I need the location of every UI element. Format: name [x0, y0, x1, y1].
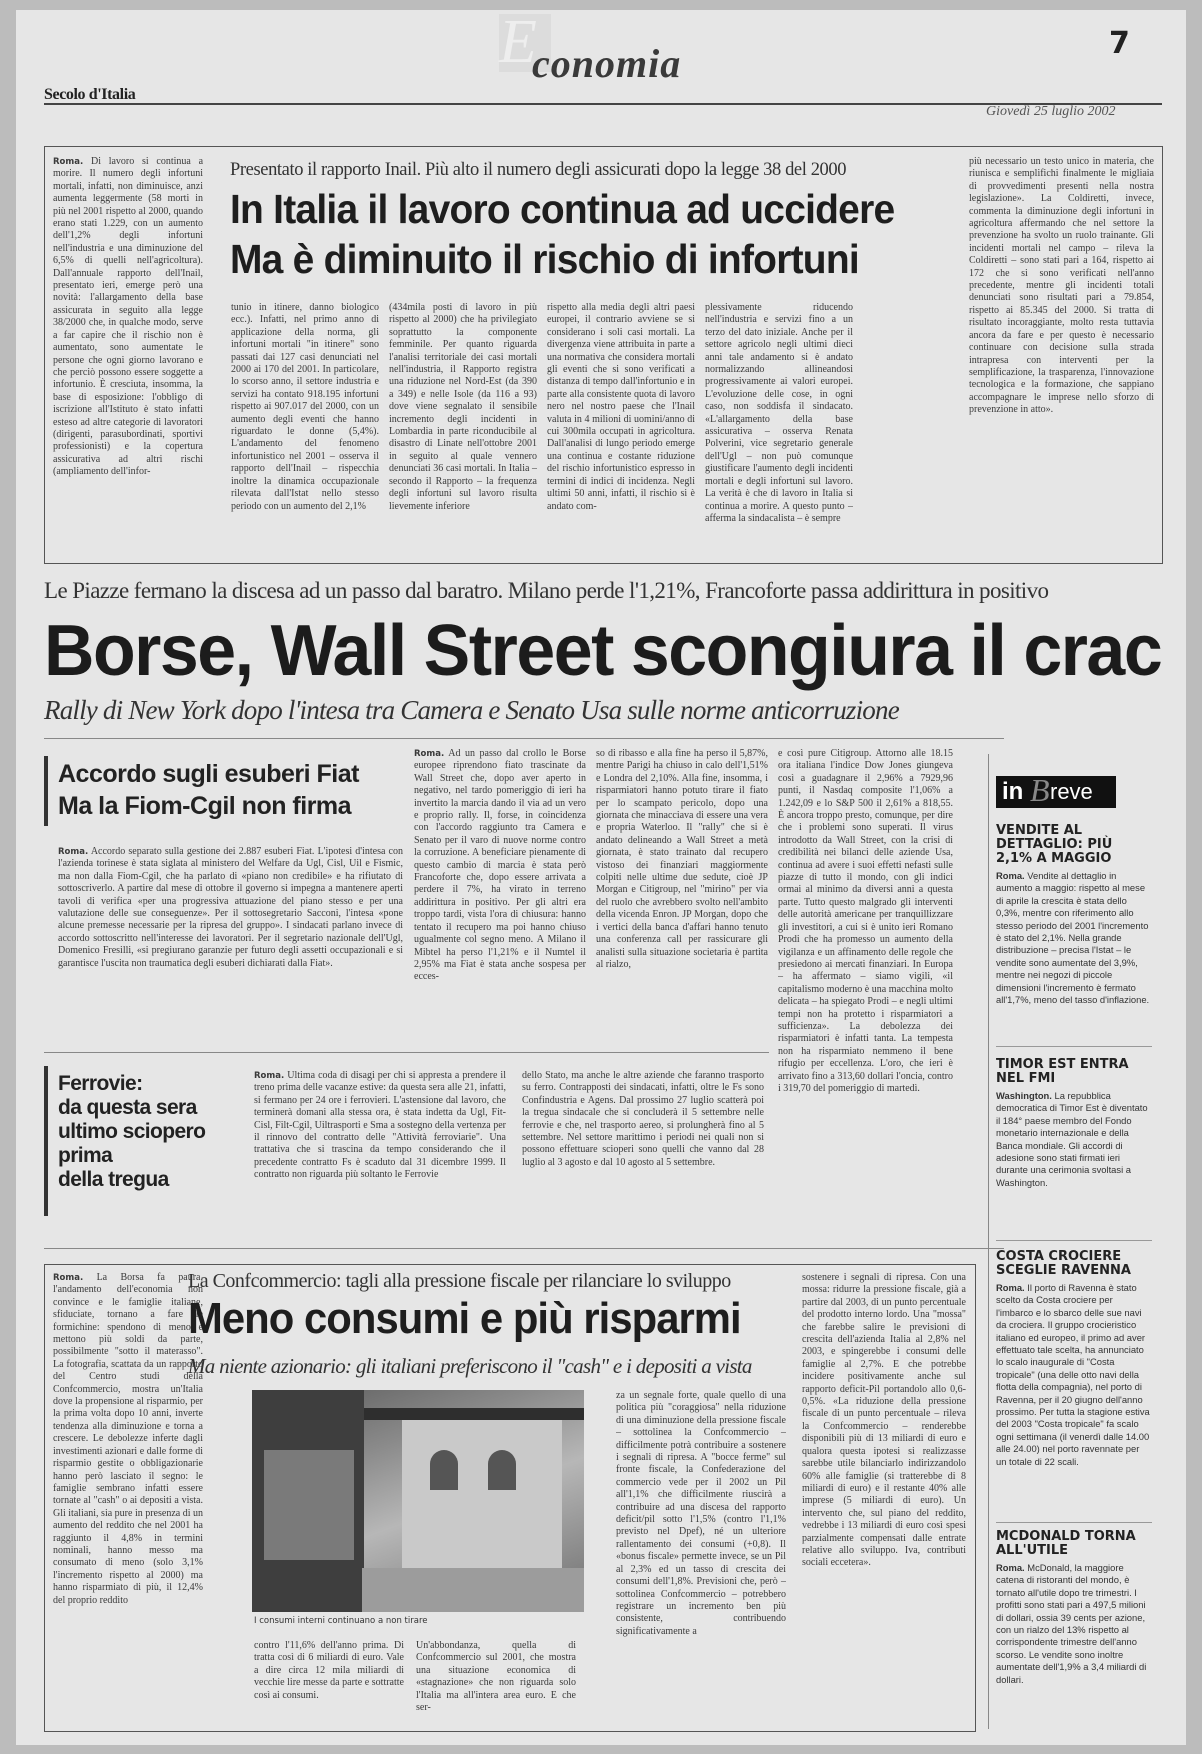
ferrovie-col-2: dello Stato, ma anche le altre aziende che faranno trasporto su ferro. Contrapposti dei sindacati, infatti, oltre le Fs sono Confindustria e Agens. Dal prossimo 27 luglio scatterà poi la tregua sindacale che si concluderà il 5 settembre nelle ferrovie e che, nel trasporto aereo, si prolungherà fino al 5 settembre. Nel settore marittimo i periodi nei quali non si possono effettuare scioperi sono quelli che vanno dal 28 luglio al 3 agosto e dal 10 agosto al 5 settembre.: [522, 1070, 764, 1168]
brief-item: [996, 1058, 1152, 1233]
ferrovie-col-1: [254, 1070, 506, 1220]
consumi-col-2: contro l'11,6% dell'anno prima. Di tratta così di 6 miliardi di euro. Vale a dire circa 12 mila miliardi di vecchie lire messe da parte e sottratte così ai consumi.: [254, 1640, 404, 1701]
borse-subhead: Rally di New York dopo l'intesa tra Camera e Senato Usa sulle norme anticorruzione: [44, 695, 899, 725]
brief-text: [996, 1562, 1152, 1686]
page-number: 7: [1109, 26, 1130, 61]
brief-body: La repubblica democratica di Timor Est è diventato il 184° paese membro del Fondo monetario internazionale e della Banca mondiale. Gli accordi di adesione sono stati firmati ieri durante una cerimonia svoltasi a Washington.: [996, 1090, 1148, 1188]
brief-body: Il porto di Ravenna è stato scelto da Costa crociere per l'imbarco e lo sbarco delle sue navi da crociera. Il gruppo crocieristico italiano ed europeo, il primo ad aver effettuato tale scelta, ha annunciato lo scalo inaugurale di "Costa tropicale" (una delle otto navi della flotta della compagnia), nel porto di Ravenna, per il 20 giugno dell'anno prossimo. Per tutta la stagione estiva del 2003 "Costa tropicale" fa scalo ogni settimana (il venerdì dalle 14.00 alle 24.00) nel porto ravennate per un totale di 22 scali.: [996, 1282, 1150, 1467]
borse-kicker: Le Piazze fermano la discesa ad un passo dal baratro. Milano perde l'1,21%, Francoforte passa addirittura in positivo: [44, 578, 1049, 603]
consumi-headline: Meno consumi e più risparmi: [188, 1294, 741, 1343]
ferrovie-headline-line: da questa sera: [58, 1096, 197, 1119]
ferrovie-headline-line: prima: [58, 1144, 113, 1167]
dateline: Washington.: [996, 1090, 1052, 1101]
fiat-headline-1: Accordo sugli esuberi Fiat: [58, 760, 359, 788]
inail-col-5: plessivamente riducendo nell'industria e servizi fino a un terzo del dato iniziale. Anche per il settore agricolo negli ultimi dieci anni tale andamento si è andato normalizzando allineandosi progressivamente ai valori europei. L'evoluzione delle cose, in ogni caso, non soddisfa il sindacato. «L'allargamento della base assicurativa – osserva Renata Polverini, vice segretario generale dell'Ugl – non può comunque giustificare l'aumento degli incidenti mortali e degli infortuni sul lavoro. La verità è che di lavoro in Italia si continua a morire. A questo punto – afferma la sindacalista – è sempre: [705, 302, 853, 524]
inail-kicker: Presentato il rapporto Inail. Più alto il numero degli assicurati dopo la legge 38 del 2000: [230, 160, 847, 180]
brief-body: Vendite al dettaglio in aumento a maggio: rispetto al mese di aprile la crescita è stata dello 0,3%, mentre con riferimento allo stesso periodo del 2001 l'incremento è stato del 2,1%. Nella grande distribuzione – precisa l'Istat – le vendite sono aumentate del 3,9%, mentre nei negozi di piccole dimensioni l'incremento è fermato all'1,7%, meno del tasso d'inflazione.: [996, 870, 1150, 1006]
dateline: Roma.: [996, 1282, 1025, 1293]
ferrovie-rule: [44, 1248, 1004, 1249]
ferrovie-headline-line: ultimo sciopero: [58, 1120, 206, 1143]
inail-text-1: Di lavoro si continua a morire. Il numero degli infortuni mortali, infatti, non diminuisce, anzi aumenta leggermente (58 morti in più nel 2001 rispetto al 2000, quando erano stati 1.229, con un aumento dell'1,2% degli infortuni nell'industria e una diminuzione del 6,5% di quelli nell'agricoltura). Dall'annuale rapporto dell'Inail, presentato ieri, emerge però una novità: l'allargamento della base assicurata in seguito alla legge 38/2000 che, in qualche modo, serve a far capire che il rischio non è aumentato, sono aumentate le persone che ogni giorno lavorano e che perciò possono essere soggette a infortunio. È cresciuta, insomma, la base di esposizione: l'obbligo di iscrizione all'Istituto è stato infatti esteso ad altre categorie di lavoratori (dirigenti, parasubordinati, sportivi professionisti) e la copertura assicurativa ad altri rischi (ampliamento dell'infor-: [53, 156, 203, 478]
brief-title: MCDONALD TORNA ALL'UTILE: [996, 1530, 1136, 1558]
inbreve-logo: [996, 772, 1116, 808]
fiat-headline-2: Ma la Fiom-Cgil non firma: [58, 792, 352, 820]
dateline: Roma.: [996, 1562, 1025, 1573]
brief-title: COSTA CROCIERE SCEGLIE RAVENNA: [996, 1250, 1131, 1278]
brief-rule: [996, 1240, 1152, 1241]
photo-arch: [488, 1450, 516, 1490]
issue-date: Giovedì 25 luglio 2002: [986, 104, 1116, 119]
consumi-col-5: [802, 1272, 966, 1724]
inail-col-4: rispetto alla media degli altri paesi europei, il contrario avviene se si considerano i soli casi mortali. La divergenza viene attribuita in parte a una normativa che considera mortali gli eventi che si sono verificati a distanza di tempo dall'infortunio e in parte alla consistente quota di lavoro nero nel nostro paese che l'Inail valuta in 4 milioni di uomini/anno di cui 300mila occupati in agricoltura. Dall'analisi di lungo periodo emerge una continua e costante riduzione del rischio infortunistico espresso in termini di indici di incidenza. Negli ultimi 50 anni, infatti, il rischio si è andato com-: [547, 302, 695, 512]
brief-title: VENDITE AL DETTAGLIO: PIÙ 2,1% A MAGGIO: [996, 824, 1113, 866]
borse-col-2: so di ribasso e alla fine ha perso il 5,87%, mentre Parigi ha chiuso in calo dell'1,51% e Londra del 2,10%. Alla fine, insomma, i risparmiatori hanno potuto tirare il fiato per lo scampato pericolo, dopo una giornata che minacciava di essere una vera e propria Waterloo. Il "rally" che si è andato delineando a Wall Street a metà giornata, è stato trainato dal recupero vistoso dei finanziari maggiormente colpiti nelle ultime due sedute, cioè JP Morgan e Citigroup, nel "mirino" per via del ruolo che avrebbero svolto nell'ambito della vicenda Enron. JP Morgan, dopo che i vertici della banca d'affari hanno tenuto una conferenza call per rassicurare gli analisti sulla situazione societaria è partita al rialzo,: [596, 748, 768, 970]
dateline: Roma.: [53, 157, 84, 167]
brief-item: [996, 824, 1152, 1039]
brief-rule: [996, 1522, 1152, 1523]
newspaper-page: [16, 10, 1186, 1745]
photo-street: [362, 1568, 584, 1612]
newspaper-name: Secolo d'Italia: [44, 86, 136, 103]
brief-body: McDonald, la maggiore catena di ristoranti del mondo, è tornato all'utile dopo tre trimestri. I profitti sono stati pari a 497,5 milioni di dollari, ossia 39 cents per azione, con un rialzo del 13% rispetto al corrispondente trimestre dell'anno scorso. Le vendite sono inoltre aumentate dell'1,9% a 3,4 miliardi di dollari.: [996, 1562, 1147, 1685]
inail-col-3: (434mila posti di lavoro in più rispetto al 2000) che ha privilegiato soprattutto la componente femminile. Per quanto riguarda l'analisi territoriale dei casi mortali nell'industria, il Rapporto registra una riduzione nel Nord-Est (da 390 a 349) e nelle Isole (da 116 a 93) dove viene segnalato il sensibile incremento degli incidenti in Lombardia in parte riconducibile al disastro di Linate nell'ottobre 2001 in seguito al quale vennero denunciati 36 casi mortali. In Italia – secondo il Rapporto – la frequenza degli infortuni sul lavoro risulta lievemente inferiore: [389, 302, 537, 512]
photo-arch: [430, 1450, 458, 1490]
consumi-col-3: Un'abbondanza, quella di Confcommercio sul 2001, che mostra una situazione economica di «stagnazione» che non riguarda solo l'Italia ma all'intera area euro. E che ser-: [416, 1640, 576, 1714]
inail-col-6: più necessario un testo unico in materia, che riunisca e semplifichi finalmente le migliaia di provvedimenti presenti nella nostra legislazione». La Coldiretti, invece, commenta la diminuzione degli infortuni in agricoltura affermando che nel settore la prevenzione ha svolto un ruolo trainante. Gli incidenti mortali nel campo – rileva la Coldiretti – sono stati pari a 164, rispetto ai 172 che si sono verificati nell'anno precedente, mentre gli incidenti totali denunciati sono risultati pari a 79.854, rispetto ai 85.345 del 2000. Si tratta di risultato incoraggiante, molto resta tuttavia ancora da fare e per questo è necessario continuare con decisione sulla strada intrapresa con interventi per la semplificazione, la trasparenza, l'innovazione tecnologica e la formazione, che sappiano accompagnare le imprese nello sforzo di prevenzione in atto».: [969, 156, 1154, 416]
brief-item: [996, 1250, 1152, 1518]
inbreve-logo-rest: reve: [1050, 779, 1093, 804]
brief-text: [996, 1090, 1152, 1189]
brief-text: [996, 1282, 1152, 1468]
fiat-body: [58, 846, 403, 1046]
brief-text: [996, 870, 1152, 1006]
inail-headline-1: In Italia il lavoro continua ad uccidere: [230, 186, 895, 232]
sidebar-divider: [988, 754, 989, 1729]
section-title: conomia: [532, 41, 682, 86]
photo-shelves: [264, 1450, 354, 1560]
ferrovie-bar: [44, 1066, 48, 1216]
inbreve-logo-prefix: in: [1002, 778, 1024, 805]
borse-text-1: Ad un passo dal crollo le Borse europee riprendono fiato trascinate da Wall Street che, dopo aver aperto in negativo, nel tardo pomeriggio di ieri ha invertito la marcia dando il via ad un vero e proprio rally. Il, forse, in coincidenza con l'accordo raggiunto tra Camera e Senato per il varo di nuove norme contro la corruzione. A beneficiare pienamente di questo cambio di marcia è stata però Francoforte che, dopo essere arrivata a perdere il 7%, ha virato in terreno addirittura in positivo. Per gli altri era troppo tardi, vista l'ora di chiusura: hanno tentato il recupero ma poi hanno chiuso ugualmente col segno meno. A Milano il Mibtel ha perso l'1,21% e il Numtel il 2,95% ma Fiat è stata anche sospesa per ecces-: [414, 748, 586, 983]
fiat-bar: [44, 756, 48, 826]
borse-headline: Borse, Wall Street scongiura il crac: [44, 611, 1162, 691]
inail-headline-2: Ma è diminuito il rischio di infortuni: [230, 236, 859, 282]
dateline: Roma.: [996, 870, 1025, 881]
shop-photo: [252, 1390, 584, 1612]
borse-col-1: [414, 748, 586, 1038]
dateline: Roma.: [58, 847, 89, 857]
consumi-col-4: za un segnale forte, quale quello di una politica più "coraggiosa" nella riduzione di una diminuzione della pressione fiscale – sottolinea la Confcommercio – difficilmente potrà contribuire a sostenere i segnali di ripresa. A "bocce ferme" sul fronte fiscale, la Confederazione del commercio vede per il 2002 un Pil all'1,1% che difficilmente riuscirà a contribuire ad una discesa del rapporto deficit/pil sotto l'1,5% (contro l'1,1% previsto nel Dpef), né un ulteriore rallentamento dei consumi (+0,8). Il «bonus fiscale» permette invece, se un Pil al 2,3% ed un tasso di crescita dei consumi dell'1,8%. Previsioni che, però – sottolinea Confcommercio – potrebbero registrare un incremento ben più consistente, contribuendo significativamente a: [616, 1390, 786, 1637]
section-initial: E: [499, 10, 537, 76]
photo-caption: I consumi interni continuano a non tirare: [254, 1616, 428, 1626]
ferrovie-headline-line: Ferrovie:: [58, 1072, 143, 1095]
dateline: Roma.: [414, 749, 445, 759]
fiat-text: Accordo separato sulla gestione dei 2.887 esuberi Fiat. L'ipotesi d'intesa con l'azienda torinese è stata siglata al ministero del Welfare da Ugl, Cisl, Uil e Fismic, ma non dalla Fiom-Cgil, che ha parlato di «piano non credibile» e ha rifiutato di sottoscriverlo. A partire dal mese di ottobre il governo si impegna a mantenere aperti tavoli di verifica «per una progressiva attuazione del piano stesso e per una valutazione delle sue conseguenze». Per il sottosegretario Sacconi, l'intesa «pone alcune premesse necessarie per la ripresa del gruppo». I sindacati parlano invece di accordo sottoscritto nell'interesse dei lavoratori. Per il segretario nazionale dell'Ugl, Domenico Fresilli, «si pregiurano garanzie per futuro degli assetti occupazionali e si garantisce l'uscita non traumatica degli esuberi dichiarati dalla Fiat».: [58, 846, 403, 969]
inbreve-logo-initial: B: [1030, 772, 1050, 808]
consumi-kicker: La Confcommercio: tagli alla pressione fiscale per rilanciare lo sviluppo: [188, 1270, 731, 1292]
brief-rule: [996, 1046, 1152, 1047]
consumi-text-1: La Borsa fa paura, l'andamento dell'economia non convince e le famiglie italiane, sfiduciate, tornano a fare le formichine: spendono di meno e mettono più soldi da parte, possibilmente "sotto il materasso". La fotografia, scattata da un rapporto del Centro studi della Confcommercio, mostra un'Italia dove la propensione al risparmio, per la prima volta dopo 10 anni, inverte tendenza alla diminuzione e torna a crescere. Le debolezze inferte dagli investimenti azionari e dalle forme di risparmio gestite o obbligazionarie hanno però lasciato il segno: le famiglie sembrano infatti essere tornate al "cash" o ai depositi a vista. Gli italiani, sia pure in presenza di un aumento del reddito che nel 2001 ha raggiunto il 4,8% in termini nominali, hanno messo ma consumato di meno (solo 3,1% l'incremento rispetto al 2000) ma hanno risparmiato di più, il 12,4% del proprio reddito: [53, 1272, 203, 1606]
photo-awning: [364, 1408, 584, 1420]
dateline: Roma.: [254, 1071, 285, 1081]
inail-col-1: [53, 156, 203, 556]
ferrovie-text-1: Ultima coda di disagi per chi si appresta a prendere il treno prima delle vacanze estive: da questa sera alle 21, infatti, si fermano per 24 ore i ferrovieri. L'astensione dal lavoro, che terminerà domani alla stessa ora, è stata indetta da Ugl, Fit-Cisl, Filt-Cgil, Uiltrasporti e Sma a sostegno della vertenza per il rinnovo del contratto delle "Attività ferroviarie". Una trattativa che si trascina da tempo considerando che il precedente contratto Fs è scaduto dal 31 dicembre 1999. Il contratto non riguarda più soltanto le Ferrovie: [254, 1070, 506, 1181]
inail-col-2: tunio in itinere, danno biologico ecc.). Infatti, nel primo anno di applicazione della norma, gli infortuni mortali "in itinere" sono passati dai 127 casi denunciati nel 2000 ai 170 del 2001. In particolare, lo scorso anno, il settore industria e servizi ha contato 918.195 infortuni rispetto ai 907.017 del 2000, con un aumento degli eventi che hanno riguardato le donne (5,4%). L'andamento del fenomeno infortunistico nel 2001 – osserva il rapporto dell'Inail – rispecchia inoltre la dinamica occupazionale rilevata dall'Istat nello stesso periodo con un aumento del 2,1%: [231, 302, 379, 512]
consumi-text-5: sostenere i segnali di ripresa. Con una mossa: ridurre la pressione fiscale, già a partire dal 2003, di un punto percentuale del prodotto interno lordo. Una "mossa" che farebbe salire le previsioni di crescita dell'azienda Italia al 2,8% nel 2003, e spingerebbe i consumi delle famiglie al 2,7%. E che potrebbe incidere positivamente anche sul rapporto deficit-Pil portandolo allo 0,6-0,5%. «La riduzione della pressione fiscale di un punto percentuale – rileva la Confcommercio – renderebbe disponibili più di 13 miliardi di euro e qualora questa ipotesi si realizzasse sarebbe utile bilanciarlo indirizzandolo 60% alle famiglie (si tratterebbe di 8 miliardi di euro) e il restante 40% alle imprese (5 miliardi di euro). Un intervento che, sul piano del reddito, vedrebbe i 13 miliardi di euro così spesi parzialmente compensati dalle entrate relative allo sviluppo. Iva, contributi sociali eccetera».: [802, 1272, 966, 1569]
consumi-subhead: Ma niente azionario: gli italiani preferiscono il "cash" e i depositi a vista: [188, 1354, 752, 1378]
dateline: Roma.: [53, 1273, 84, 1283]
consumi-col-1: [53, 1272, 203, 1722]
brief-title: TIMOR EST ENTRA NEL FMI: [996, 1058, 1129, 1086]
brief-item: [996, 1530, 1152, 1730]
ferrovie-headline: [58, 1072, 238, 1192]
borse-col-3: e così pure Citigroup. Attorno alle 18.15 ora italiana l'indice Dow Jones giungeva così a guadagnare il 2,96% a 7929,96 punti, il Nasdaq composite l'1,06% a 1.242,09 e lo S&P 500 il 2,61% a 818,55. È ancora troppo presto, comunque, per dire che i problemi sono superati. Il virus introdotto da Wall Street, con la crisi di credibilità nei bilanci delle aziende Usa, continua ad avere i suoi effetti nefasti sulle piazze di tutto il mondo, con gli indici ormai al minimo da diversi anni a questa parte. Tutto questo malgrado gli interventi delle autorità americane per tranquillizzare gli investitori, a cui si è unito ieri Romano Prodi che ha promesso un aumento della vigilanza e un affinamento delle regole che presiedono ai mercati finanziari. In Europa – ha affermato – siamo vigili, «il capitalismo moderno è una macchina molto delicata – ha spiegato Prodi – e negli ultimi tempi non ha protetto i risparmiatori a sufficienza». La debolezza dei risparmiatori è infatti tanta. La tempesta non ha risparmiato nemmeno il bene rifugio per eccellenza. L'oro, che ieri è arrivato fino a 313,60 dollari l'oncia, contro i 319,70 del pomeriggio di martedì.: [778, 748, 953, 1094]
ferrovie-headline-line: della tregua: [58, 1168, 169, 1191]
photo-building: [402, 1420, 562, 1570]
fiat-rule: [44, 1052, 769, 1053]
borse-rule: [44, 738, 1004, 739]
